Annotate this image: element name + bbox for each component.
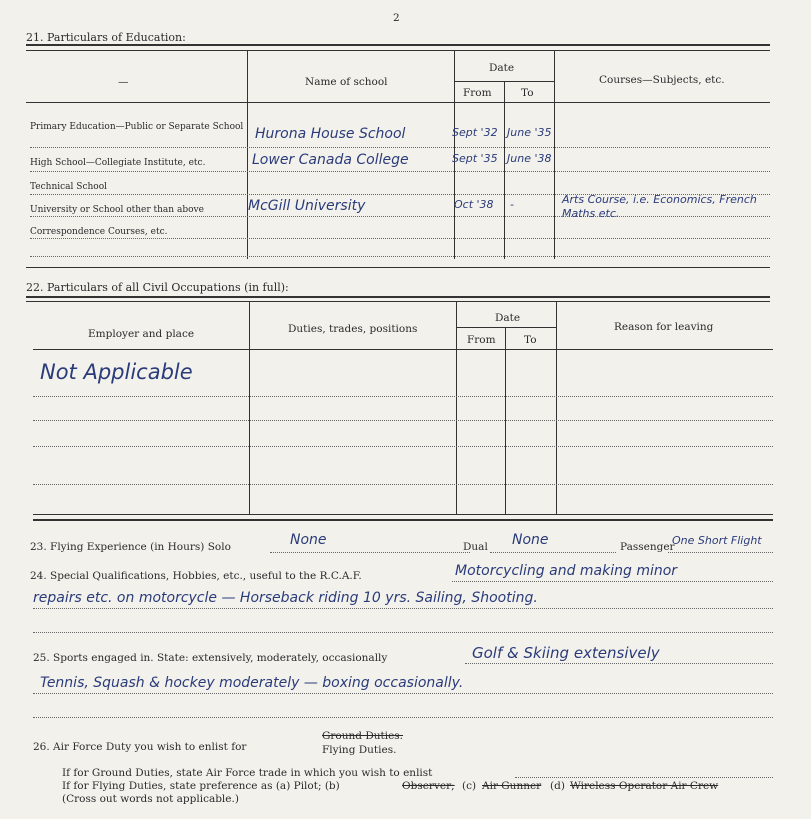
education-col-to: To (521, 87, 534, 99)
flying-dual: None (512, 532, 549, 548)
flying-solo: None (290, 532, 327, 548)
flying-dual-label: Dual (463, 541, 488, 553)
page-number: 2 (393, 12, 400, 24)
primary-to: June '35 (507, 126, 552, 139)
education-col-courses: Courses—Subjects, etc. (599, 74, 725, 86)
civil-col-employer: Employer and place (88, 328, 195, 340)
duty-gunner-struck: Air Gunner (482, 780, 542, 792)
sports-line-1: Golf & Skiing extensively (472, 644, 660, 662)
flying-passenger-label: Passenger (620, 541, 675, 553)
education-row-label: University or School other than above (30, 205, 204, 215)
university-name: McGill University (248, 198, 366, 214)
education-section-title: 21. Particulars of Education: (26, 31, 186, 44)
flying-passenger: One Short Flight (672, 534, 762, 547)
primary-school-name: Hurona House School (255, 126, 406, 142)
duty-ground-struck: Ground Duties. (322, 730, 404, 742)
sports-title: 25. Sports engaged in. State: extensively, moderately, occasionally (33, 652, 388, 664)
duty-title: 26. Air Force Duty you wish to enlist for (33, 741, 247, 753)
education-row-label: Correspondence Courses, etc. (30, 227, 168, 237)
special-line-1: Motorcycling and making minor (455, 563, 678, 579)
education-col-dash: — (118, 76, 129, 88)
special-title: 24. Special Qualifications, Hobbies, etc., useful to the R.C.A.F. (30, 570, 362, 582)
education-col-school: Name of school (305, 76, 388, 88)
special-line-2: repairs etc. on motorcycle — Horseback riding 10 yrs. Sailing, Shooting. (33, 590, 538, 606)
university-from: Oct '38 (454, 198, 494, 211)
education-col-from: From (463, 87, 492, 99)
duty-flying: Flying Duties. (322, 744, 397, 756)
civil-col-duties: Duties, trades, positions (288, 323, 418, 335)
civil-col-to: To (524, 334, 537, 346)
civil-section-title: 22. Particulars of all Civil Occupations (in full): (26, 281, 289, 294)
civil-col-reason: Reason for leaving (614, 321, 714, 333)
university-courses: Arts Course, i.e. Economics, French Maths etc. (562, 193, 757, 220)
education-col-date: Date (489, 62, 515, 74)
duty-observer-struck: Observer; (402, 780, 455, 792)
flying-title: 23. Flying Experience (in Hours) Solo (30, 541, 231, 553)
education-row-label: High School—Collegiate Institute, etc. (30, 158, 206, 168)
civil-not-applicable: Not Applicable (40, 360, 193, 384)
civil-col-from: From (467, 334, 496, 346)
duty-d-label: (d) (550, 780, 565, 792)
high-school-to: June '38 (507, 152, 552, 165)
duty-wireless-struck: Wireless Operator Air Crew (570, 780, 719, 792)
duty-c-label: (c) (462, 780, 477, 792)
duty-cross-out-note: (Cross out words not applicable.) (62, 793, 239, 805)
education-row-label: Primary Education—Public or Separate School (30, 122, 244, 132)
high-school-from: Sept '35 (452, 152, 498, 165)
duty-flying-pref-prefix: If for Flying Duties, state preference as (a) Pilot; (b) (62, 780, 340, 792)
university-to: - (510, 198, 514, 211)
high-school-name: Lower Canada College (252, 152, 409, 168)
sports-line-2: Tennis, Squash & hockey moderately — boxing occasionally. (40, 675, 464, 691)
duty-ground-trade: If for Ground Duties, state Air Force trade in which you wish to enlist (62, 767, 433, 779)
education-row-label: Technical School (30, 182, 108, 192)
primary-from: Sept '32 (452, 126, 498, 139)
civil-col-date: Date (495, 312, 521, 324)
